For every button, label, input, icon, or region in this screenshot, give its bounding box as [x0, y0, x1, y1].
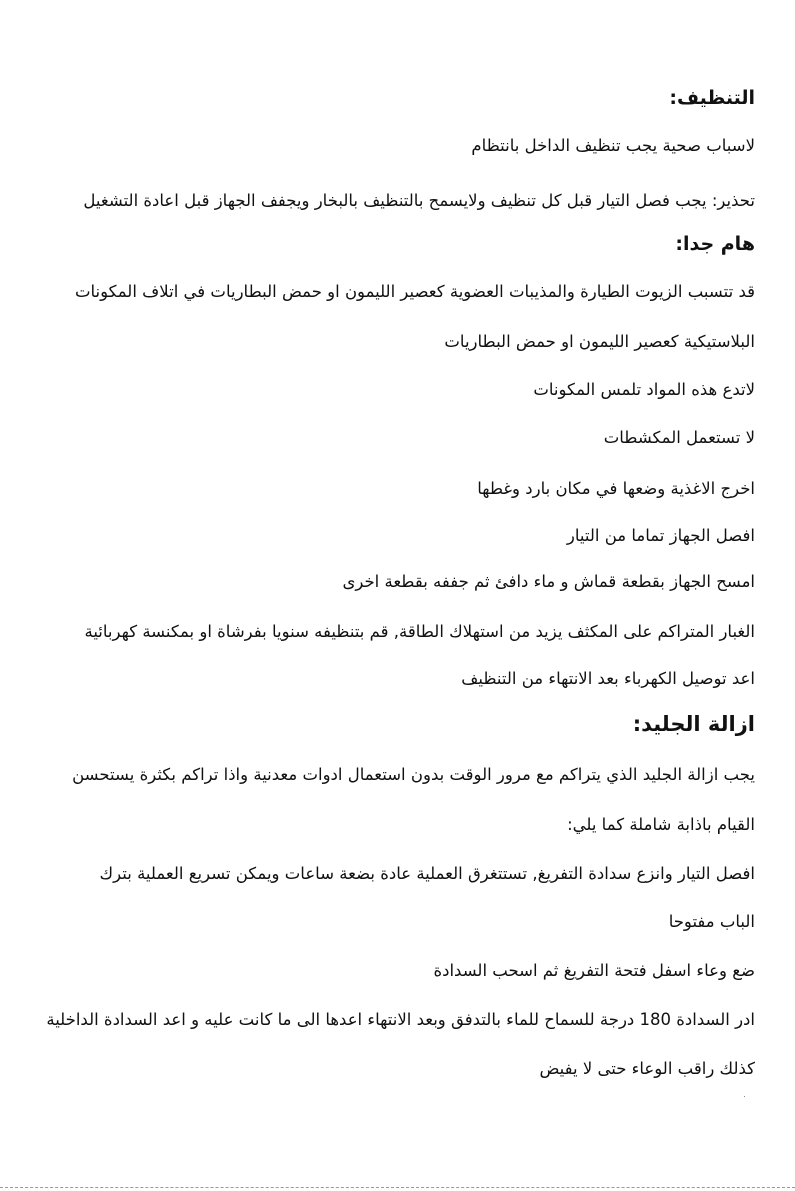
defrost-line-3: افصل التيار وانزع سدادة التفريغ, تستتغرق العملية عادة بضعة ساعات ويمكن تسريع العملية بترك — [99, 864, 755, 883]
defrost-heading: ازالة الجليد: — [632, 712, 755, 736]
cleaning-heading: التنظيف: — [669, 87, 755, 109]
important-line-5: اخرج الاغذية وضعها في مكان بارد وغطها — [477, 479, 755, 498]
important-line-9: اعد توصيل الكهرباء بعد الانتهاء من التنظيف — [461, 669, 755, 688]
defrost-line-4: الباب مفتوحا — [668, 912, 755, 931]
stray-dot — [744, 1096, 745, 1097]
important-heading: هام جدا: — [675, 233, 755, 255]
cleaning-warning-line: تحذير: يجب فصل التيار قبل كل تنظيف ولايسمح بالتنظيف بالبخار ويجفف الجهاز قبل اعادة التشغيل — [83, 191, 755, 210]
important-line-8: الغبار المتراكم على المكثف يزيد من استهلاك الطاقة, قم بتنظيفه سنويا بفرشاة او بمكنسة كهربائية — [84, 622, 755, 641]
cleaning-line-1: لاسباب صحية يجب تنظيف الداخل بانتظام — [471, 136, 755, 155]
important-line-2: البلاستيكية كعصير الليمون او حمض البطاريات — [444, 332, 755, 351]
defrost-line-6: ادر السدادة 180 درجة للسماح للماء بالتدفق وبعد الانتهاء اعدها الى ما كانت عليه و اعد السدادة الداخلية — [46, 1010, 755, 1029]
important-line-6: افصل الجهاز تماما من التيار — [566, 526, 755, 545]
page-bottom-rule — [0, 1187, 795, 1188]
important-line-4: لا تستعمل المكشطات — [603, 428, 755, 447]
important-line-1: قد تتسبب الزيوت الطيارة والمذيبات العضوية كعصير الليمون او حمض البطاريات في اتلاف المكونات — [74, 282, 755, 301]
defrost-line-2: القيام باذابة شاملة كما يلي: — [567, 815, 755, 834]
important-line-3: لاتدع هذه المواد تلمس المكونات — [533, 380, 755, 399]
important-line-7: امسح الجهاز بقطعة قماش و ماء دافئ ثم جففه بقطعة اخرى — [342, 572, 755, 591]
defrost-line-7: كذلك راقب الوعاء حتى لا يفيض — [539, 1059, 755, 1078]
defrost-line-1: يجب ازالة الجليد الذي يتراكم مع مرور الوقت بدون استعمال ادوات معدنية واذا تراكم بكثرة يستحسن — [72, 765, 755, 784]
defrost-line-5: ضع وعاء اسفل فتحة التفريغ ثم اسحب السدادة — [433, 961, 755, 980]
